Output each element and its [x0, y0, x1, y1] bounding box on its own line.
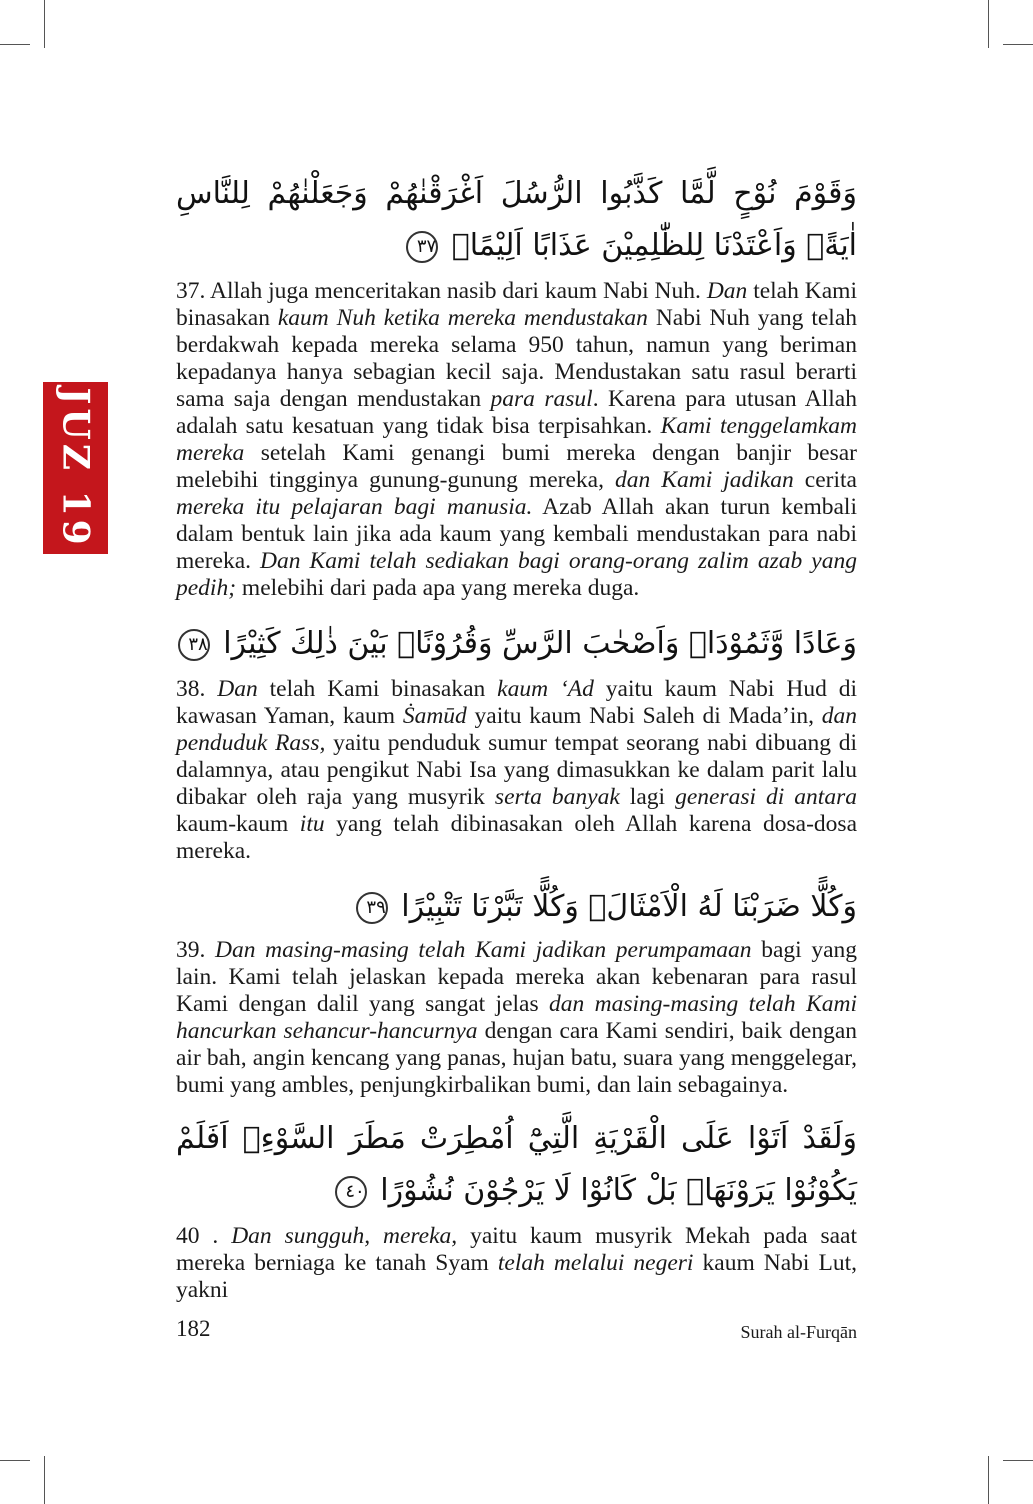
- text-segment: 40 .: [176, 1223, 232, 1249]
- ayah-marker: ٣٩: [356, 892, 388, 924]
- text-segment: yaitu kaum Nabi Hud di kawasan Yaman, kaum: [176, 676, 857, 729]
- italic-segment: dan penduduk Rass,: [176, 703, 857, 756]
- crop-mark: [988, 1456, 989, 1504]
- italic-segment: Dan: [217, 676, 258, 702]
- crop-mark: [44, 0, 45, 48]
- italic-segment: Dan sungguh, mereka,: [231, 1223, 458, 1249]
- text-segment: telah Kami binasakan: [257, 676, 498, 702]
- text-segment: yaitu penduduk sumur tempat seorang nabi dibuang di dalamnya, atau pengikut Nabi Isa yang dimasukkan ke dalam parit lalu dibakar oleh raja yang musyrik: [176, 730, 857, 810]
- italic-segment: generasi di antara: [675, 784, 857, 810]
- italic-segment: para rasul: [490, 386, 593, 412]
- text-segment: 39.: [176, 937, 216, 963]
- crop-mark: [988, 0, 989, 48]
- translation-38: [176, 676, 857, 865]
- ayah-marker: ٣٨: [178, 629, 210, 661]
- italic-segment: kaum Nuh ketika mereka mendustakan: [277, 305, 648, 331]
- crop-mark: [0, 1460, 30, 1461]
- text-segment: . Karena para utusan Allah adalah satu kesatuan yang tidak bisa terpisahkan.: [176, 386, 857, 439]
- text-segment: dengan cara Kami sendiri, baik dengan air bah, angin kencang yang panas, hujan batu, suara yang menggelegar, bumi yang ambles, penjungkirbalikan bumi, dan lain sebagainya.: [176, 1018, 857, 1098]
- translation-40: [176, 1223, 857, 1304]
- crop-mark: [44, 1456, 45, 1504]
- arabic-text: وَكُلًّا ضَرَبْنَا لَهُ الْاَمْثَالَۖ وَكُلًّا تَبَّرْنَا تَتْبِيْرًا: [401, 889, 857, 924]
- italic-segment: dan Kami jadikan: [615, 467, 794, 493]
- text-segment: kaum Nabi Lut, yakni: [176, 1250, 857, 1303]
- italic-segment: itu: [299, 811, 325, 837]
- text-segment: yaitu kaum Nabi Saleh di Mada’in,: [466, 703, 822, 729]
- text-segment: Nabi Nuh yang telah berdakwah kepada mereka selama 950 tahun, namun yang beriman kepadanya hanya sebagian kecil saja. Mendustakan satu rasul berarti sama saja dengan mendustakan: [176, 305, 857, 412]
- page-content: [176, 168, 857, 1304]
- crop-mark: [0, 44, 30, 45]
- juz-label: JUZ 19: [54, 387, 97, 549]
- text-segment: yaitu kaum musyrik Mekah pada saat mereka berniaga ke tanah Syam: [176, 1223, 857, 1276]
- text-segment: melebihi dari pada apa yang mereka duga.: [236, 575, 640, 601]
- arabic-verse-38: [176, 618, 857, 670]
- arabic-text: وَقَوْمَ نُوْحٍ لَّمَّا كَذَّبُوا الرُّسُلَ اَغْرَقْنٰهُمْ وَجَعَلْنٰهُمْ لِلنَّاسِ اٰيَةًۗ وَاَعْتَدْنَا لِلظّٰلِمِيْنَ عَذَابًا اَلِيْمًاۚ: [176, 176, 857, 263]
- running-footer-title: Surah al-Furqān: [740, 1322, 857, 1342]
- text-segment: setelah Kami genangi bumi mereka dengan banjir besar melebihi tingginya gunung-gunung mereka,: [176, 440, 857, 493]
- translation-37: [176, 278, 857, 602]
- ayah-marker: ٣٧: [406, 231, 438, 263]
- arabic-text: وَلَقَدْ اَتَوْا عَلَى الْقَرْيَةِ الَّتِيْٓ اُمْطِرَتْ مَطَرَ السَّوْءِۗ اَفَلَمْ يَكُوْنُوْا يَرَوْنَهَاۚ بَلْ كَانُوْا لَا يَرْجُوْنَ نُشُوْرًا: [176, 1121, 857, 1208]
- italic-segment: telah melalui negeri: [497, 1250, 694, 1276]
- text-segment: yang telah dibinasakan oleh Allah karena dosa-dosa mereka.: [176, 811, 857, 864]
- arabic-verse-39: [176, 881, 857, 933]
- italic-segment: serta banyak: [494, 784, 620, 810]
- italic-segment: kaum ‘Ad: [497, 676, 594, 702]
- arabic-verse-40: [176, 1113, 857, 1217]
- translation-39: [176, 937, 857, 1099]
- italic-segment: Dan: [706, 278, 748, 304]
- text-segment: lagi: [619, 784, 676, 810]
- text-segment: telah Kami binasakan: [176, 278, 857, 331]
- arabic-text: وَعَادًا وَّثَمُوْدَا۟ وَاَصْحٰبَ الرَّسِّ وَقُرُوْنًاۢ بَيْنَ ذٰلِكَ كَثِيْرًا: [223, 626, 857, 661]
- page-number: 182: [176, 1316, 211, 1341]
- italic-segment: Dan masing-masing telah Kami jadikan perumpamaan: [215, 937, 752, 963]
- text-segment: cerita: [793, 467, 857, 493]
- italic-segment: dan masing-masing telah Kami hancurkan sehancur-hancurnya: [176, 991, 857, 1044]
- juz-tab: [43, 382, 108, 554]
- text-segment: bagi yang lain. Kami telah jelaskan kepada mereka akan kebenaran para rasul Kami dengan dalil yang sangat jelas: [176, 937, 858, 1017]
- text-segment: Azab Allah akan turun kembali dalam bentuk lain jika ada kaum yang kembali mendustakan para nabi mereka.: [176, 494, 857, 574]
- ayah-marker: ٤٠: [335, 1176, 367, 1208]
- italic-segment: Dan Kami telah sediakan bagi orang-orang zalim azab yang pedih;: [176, 548, 857, 601]
- italic-segment: Kami tenggelamkam mereka: [176, 413, 857, 466]
- text-segment: 38.: [176, 676, 218, 702]
- crop-mark: [1003, 44, 1033, 45]
- italic-segment: mereka itu pelajaran bagi manusia.: [176, 494, 533, 520]
- italic-segment: Ṡamūd: [402, 703, 467, 729]
- crop-mark: [1003, 1460, 1033, 1461]
- arabic-verse-37: [176, 168, 857, 272]
- text-segment: kaum-kaum: [176, 811, 300, 837]
- text-segment: 37. Allah juga menceritakan nasib dari kaum Nabi Nuh.: [176, 278, 707, 304]
